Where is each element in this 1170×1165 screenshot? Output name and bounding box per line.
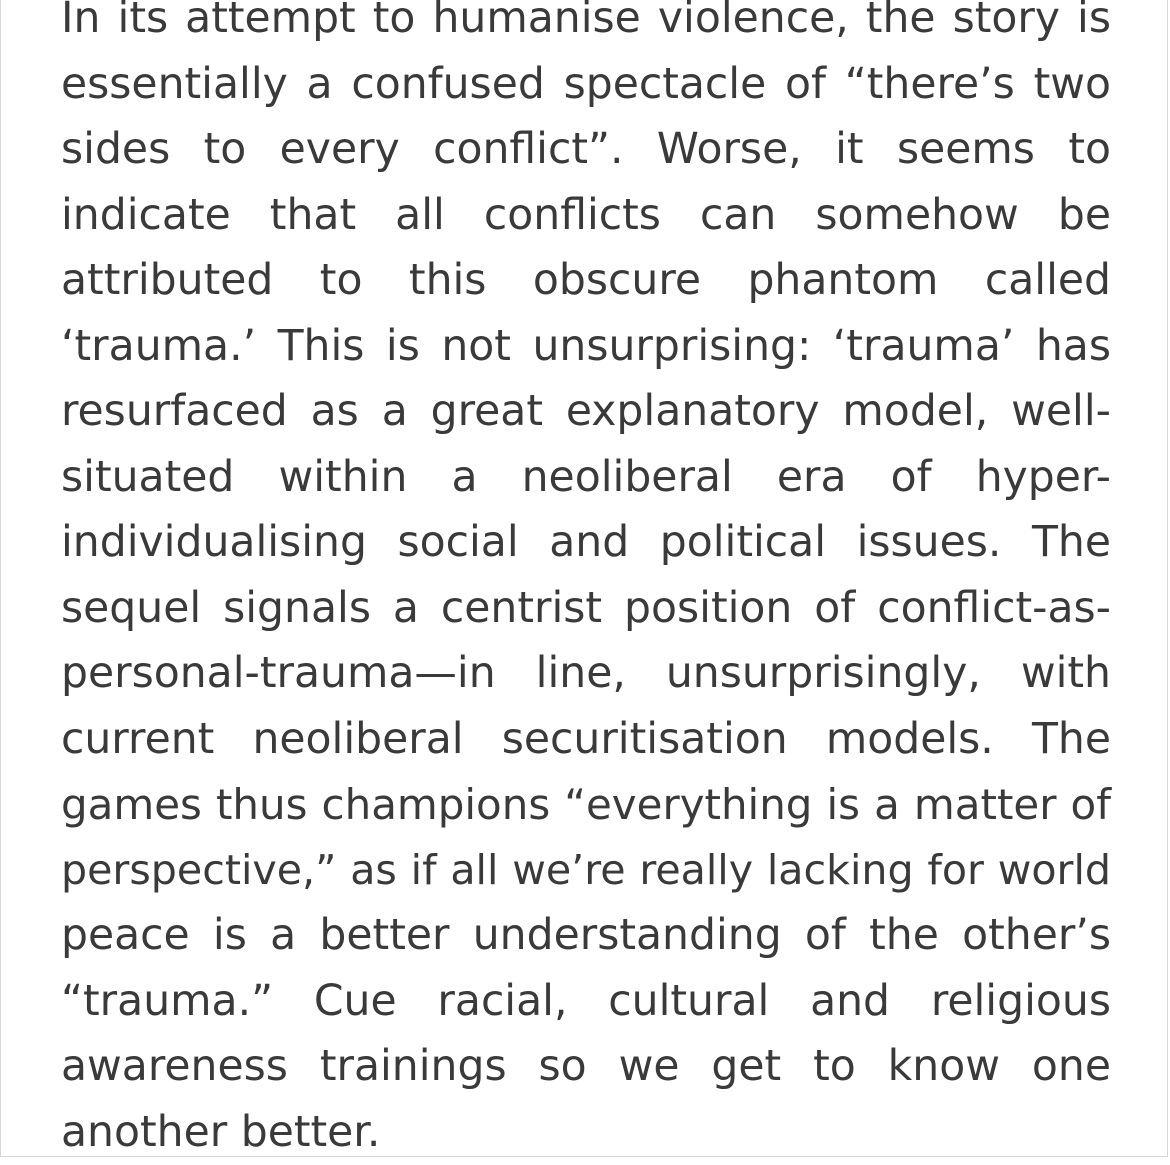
text-line: resurfaced as a great explanatory model, well- (61, 379, 1111, 445)
text-line: situated within a neoliberal era of hyper- (61, 445, 1111, 511)
text-line: awareness trainings so we get to know one (61, 1034, 1111, 1100)
text-line: essentially a confused spectacle of “there’s two (61, 52, 1111, 118)
text-line: attributed to this obscure phantom called (61, 248, 1111, 314)
text-line: games thus champions “everything is a matter of (61, 772, 1111, 838)
article-paragraph (61, 0, 1111, 1165)
text-line: sequel signals a centrist position of conflict-as- (61, 576, 1111, 642)
text-line: perspective,” as if all we’re really lacking for world (61, 838, 1111, 904)
text-line: sides to every conflict”. Worse, it seems to (61, 117, 1111, 183)
text-line: “trauma.” Cue racial, cultural and religious (61, 969, 1111, 1035)
text-line: ‘trauma.’ This is not unsurprising: ‘trauma’ has (61, 314, 1111, 380)
text-line: indicate that all conflicts can somehow be (61, 183, 1111, 249)
text-line: peace is a better understanding of the other’s (61, 903, 1111, 969)
text-line: In its attempt to humanise violence, the story is (61, 0, 1111, 52)
text-line: personal-trauma—in line, unsurprisingly, with (61, 641, 1111, 707)
text-line: individualising social and political issues. The (61, 510, 1111, 576)
text-line: current neoliberal securitisation models. The (61, 707, 1111, 773)
text-line: another better. (61, 1100, 1111, 1165)
